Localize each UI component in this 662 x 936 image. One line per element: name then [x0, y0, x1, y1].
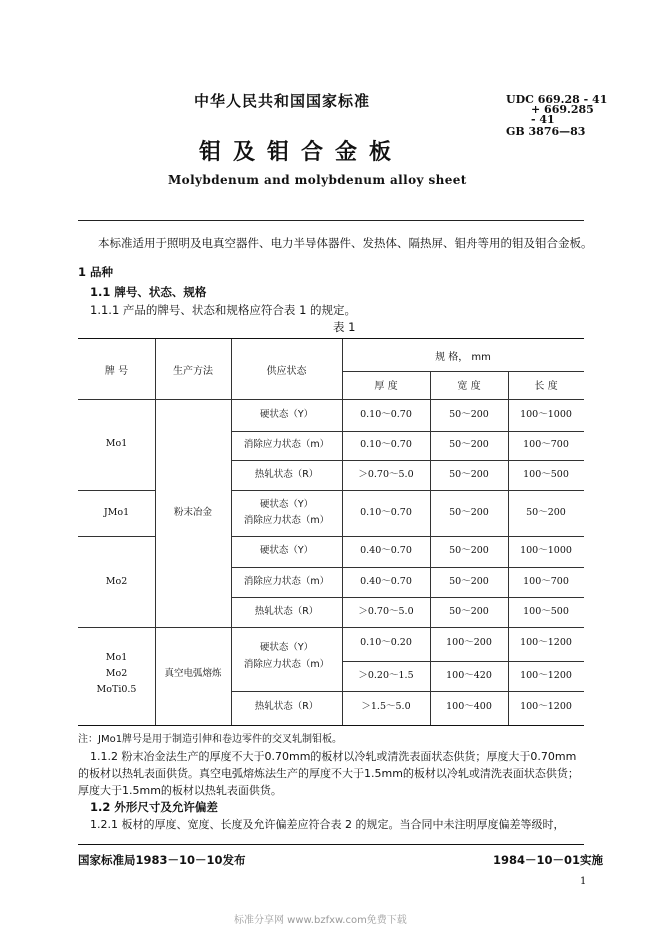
length-cell: 100～1000	[520, 545, 572, 556]
method-cell: 真空电弧熔炼	[164, 668, 222, 679]
udc-line-1: UDC 669.28 - 41	[506, 93, 608, 106]
width-cell: 100～420	[446, 670, 492, 681]
width-cell: 50～200	[449, 545, 489, 556]
footer-divider	[78, 844, 584, 845]
grade-cell: Mo1	[105, 652, 128, 663]
thickness-cell: 0.40～0.70	[360, 545, 412, 556]
section-1-heading: 1 品种	[78, 265, 114, 279]
thickness-cell: ＞1.5～5.0	[361, 701, 411, 712]
issue-date: 国家标准局1983－10－10发布	[78, 853, 246, 867]
condition-cell: 消除应力状态（m）	[243, 659, 330, 670]
width-cell: 100～400	[446, 701, 492, 712]
length-cell: 100～700	[523, 439, 569, 450]
length-cell: 100～1000	[520, 409, 572, 420]
thickness-cell: 0.10～0.70	[360, 439, 412, 450]
width-cell: 50～200	[449, 469, 489, 480]
spec-table	[78, 338, 584, 726]
page-number: 1	[580, 876, 587, 887]
clause-1-2-1: 1.2.1 板材的厚度、宽度、长度及允许偏差应符合表 2 的规定。当合同中未注明厚度偏差等级时，	[90, 818, 565, 831]
width-cell: 100～200	[446, 637, 492, 648]
thickness-cell: 0.40～0.70	[360, 576, 412, 587]
clause-1-1-1: 1.1.1 产品的牌号、状态和规格应符合表 1 的规定。	[90, 303, 357, 317]
width-cell: 50～200	[449, 606, 489, 617]
clause-1-1-2-line-2: 的板材以热轧表面供货。真空电弧熔炼法生产的厚度不大于1.5mm的板材以冷轧或清洗表面状态供货；	[78, 767, 579, 780]
condition-cell: 硬状态（Y）	[259, 499, 314, 510]
length-cell: 100～700	[523, 576, 569, 587]
section-1-1-heading: 1.1 牌号、状态、规格	[90, 285, 207, 299]
udc-line-3: - 41	[531, 113, 555, 126]
condition-cell: 热轧状态（R）	[254, 469, 319, 480]
gb-number: GB 3876—83	[506, 125, 586, 138]
thickness-cell: ＞0.70～5.0	[358, 606, 414, 617]
header-width: 宽 度	[457, 381, 481, 392]
grade-cell: Mo1	[105, 438, 128, 449]
thickness-cell: 0.10～0.70	[360, 409, 412, 420]
header-condition: 供应状态	[266, 366, 307, 377]
condition-cell: 消除应力状态（m）	[243, 515, 330, 526]
document-title: 钼及钼合金板	[199, 140, 404, 165]
table-caption: 表 1	[333, 320, 356, 334]
condition-cell: 硬状态（Y）	[259, 642, 314, 653]
width-cell: 50～200	[449, 507, 489, 518]
condition-cell: 硬状态（Y）	[259, 409, 314, 420]
grade-cell: JMo1	[103, 507, 130, 518]
effective-date: 1984－10－01实施	[493, 853, 604, 867]
document-title-english: Molybdenum and molybdenum alloy sheet	[168, 173, 467, 187]
udc-line-2: + 669.285	[531, 103, 594, 116]
length-cell: 100～500	[523, 606, 569, 617]
thickness-cell: 0.10～0.20	[360, 637, 412, 648]
thickness-cell: 0.10～0.70	[360, 507, 412, 518]
length-cell: 100～500	[523, 469, 569, 480]
length-cell: 50～200	[526, 507, 566, 518]
length-cell: 100～1200	[520, 670, 572, 681]
clause-1-1-2-line-3: 厚度大于1.5mm的板材以热轧表面供货。	[78, 784, 282, 797]
length-cell: 100～1200	[520, 637, 572, 648]
thickness-cell: ＞0.20～1.5	[358, 670, 414, 681]
header-grade: 牌 号	[104, 366, 129, 377]
condition-cell: 消除应力状态（m）	[243, 576, 330, 587]
header-divider	[78, 220, 584, 221]
grade-cell: MoTi0.5	[96, 684, 137, 695]
thickness-cell: ＞0.70～5.0	[358, 469, 414, 480]
table-note: 注：JMo1牌号是用于制造引伸和卷边零件的交叉轧制钼板。	[78, 734, 343, 745]
header-spec: 规 格， mm	[435, 352, 491, 363]
grade-cell: Mo2	[105, 576, 128, 587]
udc-classification	[506, 95, 607, 137]
condition-cell: 消除应力状态（m）	[243, 439, 330, 450]
width-cell: 50～200	[449, 576, 489, 587]
width-cell: 50～200	[449, 409, 489, 420]
length-cell: 100～1200	[520, 701, 572, 712]
section-1-2-heading: 1.2 外形尺寸及允许偏差	[90, 800, 218, 814]
condition-cell: 热轧状态（R）	[254, 701, 319, 712]
condition-cell: 硬状态（Y）	[259, 545, 314, 556]
header-length: 长 度	[534, 381, 558, 392]
condition-cell: 热轧状态（R）	[254, 606, 319, 617]
width-cell: 50～200	[449, 439, 489, 450]
header-method: 生产方法	[173, 366, 213, 377]
watermark-text: 标准分享网 www.bzfxw.com免费下载	[234, 915, 407, 926]
header-thickness: 厚 度	[374, 381, 398, 392]
standard-header: 中华人民共和国国家标准	[194, 92, 371, 110]
clause-1-1-2-line-1: 1.1.2 粉末冶金法生产的厚度不大于0.70mm的板材以冷轧或清洗表面状态供货；厚度大于0.70mm	[90, 750, 577, 763]
grade-cell: Mo2	[105, 668, 128, 679]
intro-paragraph: 本标准适用于照明及电真空器件、电力半导体器件、发热体、隔热屏、钼舟等用的钼及钼合金板。	[98, 236, 593, 250]
method-cell: 粉末冶金	[173, 507, 212, 518]
